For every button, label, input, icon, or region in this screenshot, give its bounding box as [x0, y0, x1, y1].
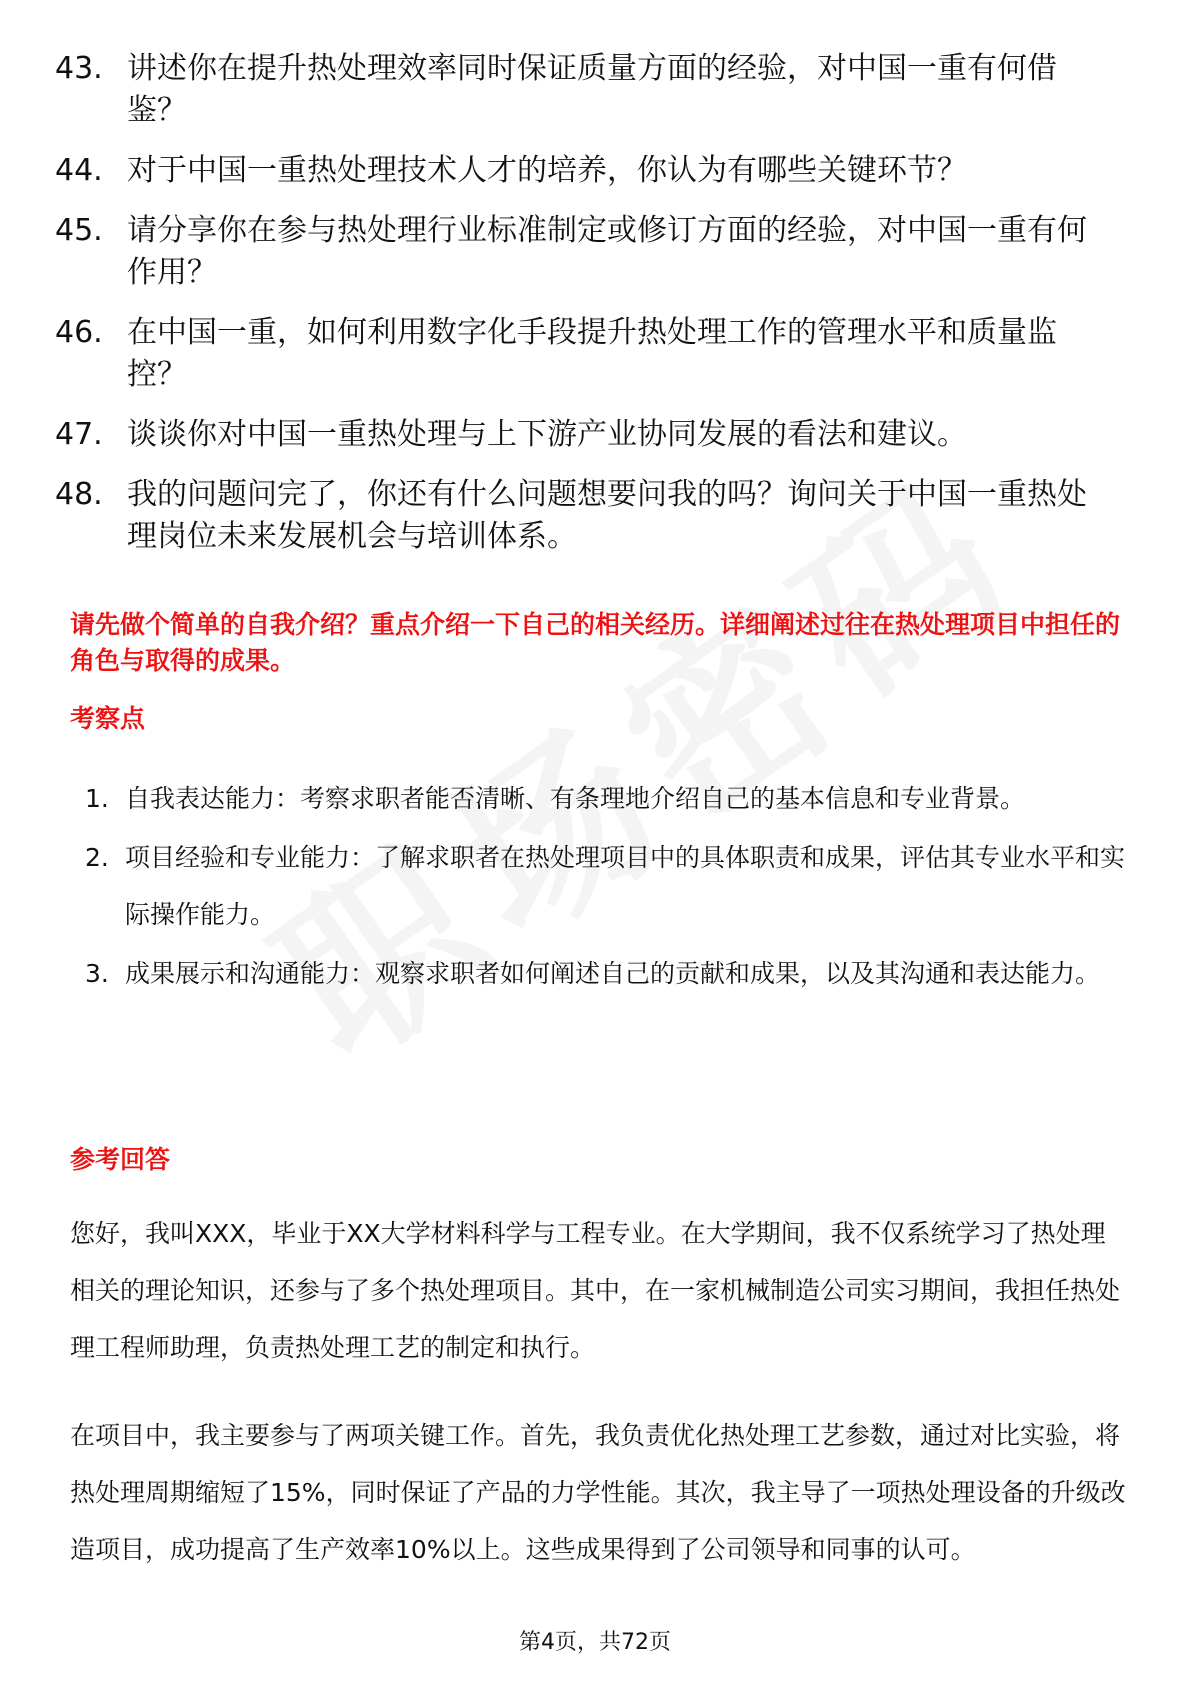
question-text: 谈谈你对中国一重热处理与上下游产业协同发展的看法和建议。	[127, 417, 967, 452]
question-number: 45.	[55, 213, 103, 248]
list-item	[85, 829, 1125, 943]
list-item	[55, 48, 1115, 132]
list-item	[55, 414, 1115, 456]
point-number: 3.	[85, 959, 109, 988]
point-number: 1.	[85, 784, 109, 813]
point-number: 2.	[85, 843, 109, 872]
point-text: 自我表达能力：考察求职者能否清晰、有条理地介绍自己的基本信息和专业背景。	[125, 784, 1026, 813]
point-text: 项目经验和专业能力：了解求职者在热处理项目中的具体职责和成果，评估其专业水平和实际操作能力。	[125, 843, 1126, 929]
list-item	[55, 474, 1115, 558]
section-title-answer: 参考回答	[70, 1145, 171, 1174]
question-text: 我的问题问完了，你还有什么问题想要问我的吗？询问关于中国一重热处理岗位未来发展机会与培训体系。	[127, 477, 1087, 554]
question-number: 43.	[55, 51, 103, 86]
question-text: 讲述你在提升热处理效率同时保证质量方面的经验，对中国一重有何借鉴？	[127, 51, 1057, 128]
section-title-points: 考察点	[70, 704, 146, 733]
question-text: 在中国一重，如何利用数字化手段提升热处理工作的管理水平和质量监控？	[127, 315, 1057, 392]
question-list	[55, 48, 1115, 576]
answer-paragraph: 在项目中，我主要参与了两项关键工作。首先，我负责优化热处理工艺参数，通过对比实验，将热处理周期缩短了15%，同时保证了产品的力学性能。其次，我主导了一项热处理设备的升级改造项目，成功提高了生产效率10%以上。这些成果得到了公司领导和同事的认可。	[70, 1421, 1126, 1564]
page-number: 第4页，共72页	[519, 1630, 671, 1655]
point-text: 成果展示和沟通能力：观察求职者如何阐述自己的贡献和成果，以及其沟通和表达能力。	[125, 959, 1101, 988]
question-number: 48.	[55, 477, 103, 512]
list-item	[85, 945, 1125, 1002]
question-number: 47.	[55, 417, 103, 452]
list-item	[55, 150, 1115, 192]
highlight-question: 请先做个简单的自我介绍？重点介绍一下自己的相关经历。详细阐述过往在热处理项目中担任的角色与取得的成果。	[70, 610, 1121, 675]
answer-paragraph: 您好，我叫XXX，毕业于XX大学材料科学与工程专业。在大学期间，我不仅系统学习了热处理相关的理论知识，还参与了多个热处理项目。其中，在一家机械制造公司实习期间，我担任热处理工程师助理，负责热处理工艺的制定和执行。	[70, 1219, 1121, 1362]
question-text: 对于中国一重热处理技术人才的培养，你认为有哪些关键环节？	[127, 153, 967, 188]
question-number: 44.	[55, 153, 103, 188]
list-item	[55, 312, 1115, 396]
list-item	[85, 770, 1125, 827]
question-number: 46.	[55, 315, 103, 350]
points-list	[85, 770, 1125, 1004]
question-text: 请分享你在参与热处理行业标准制定或修订方面的经验，对中国一重有何作用？	[127, 213, 1087, 290]
list-item	[55, 210, 1115, 294]
